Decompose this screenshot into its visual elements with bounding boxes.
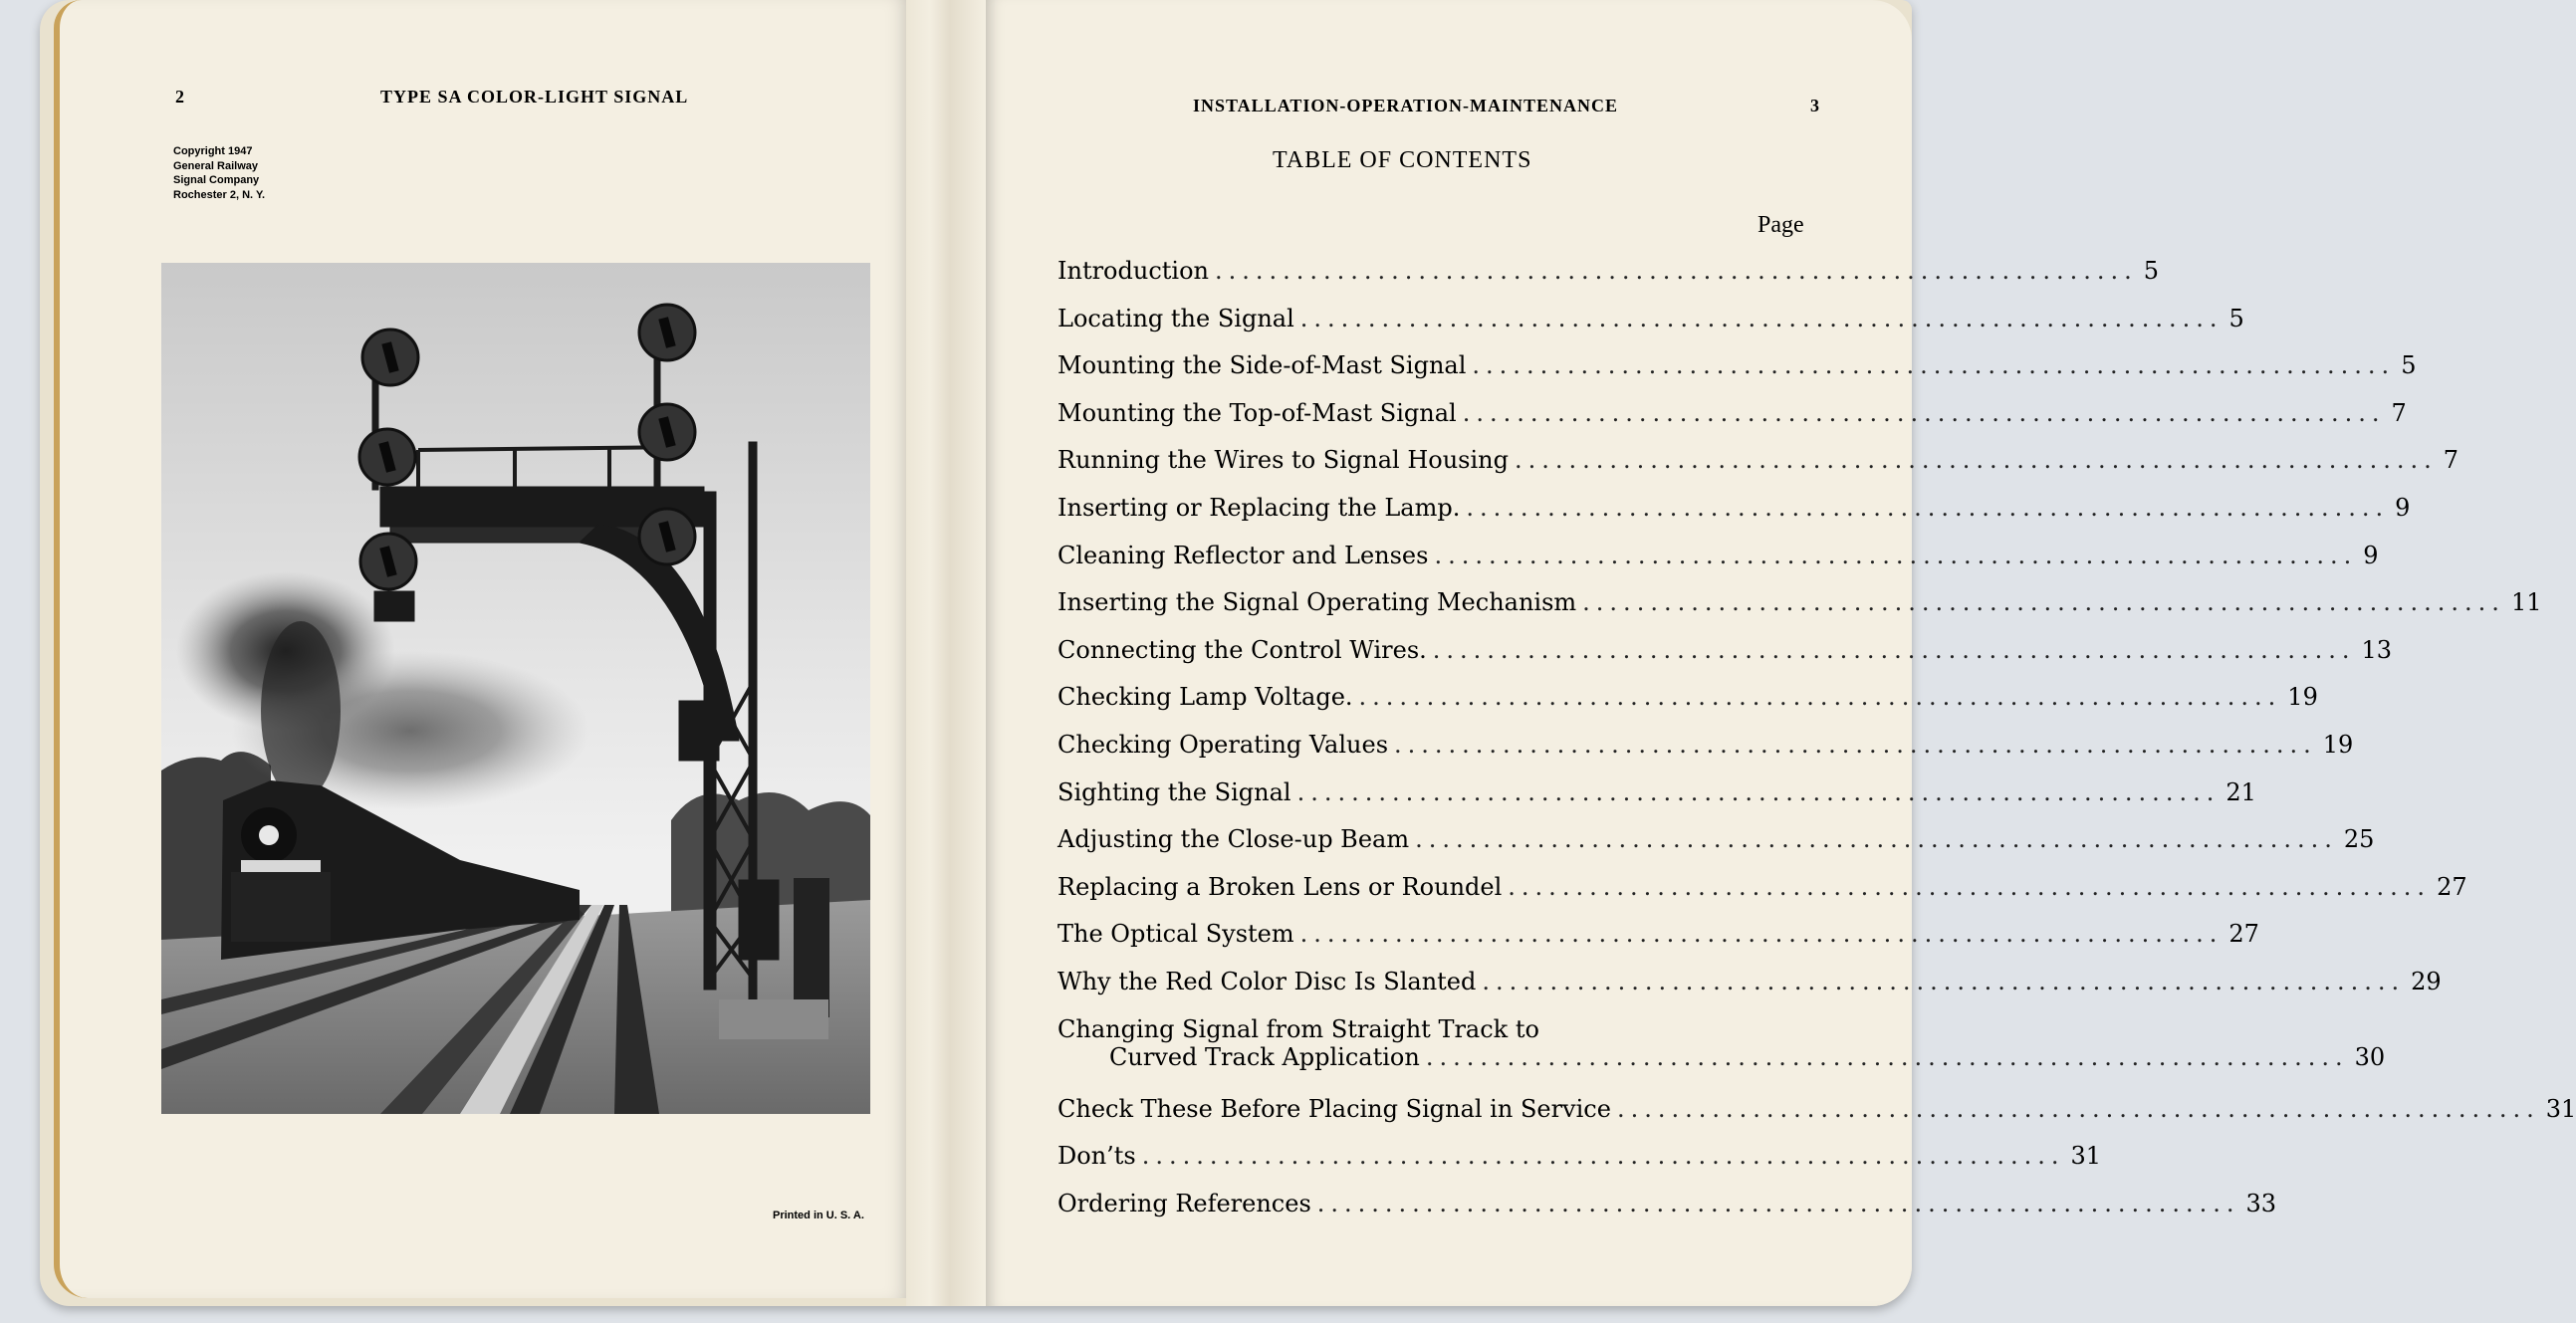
toc-leader-dots: .................................................................... [1582, 588, 2505, 617]
toc-entry-title: Sighting the Signal [1057, 777, 1291, 806]
toc-entry [1057, 493, 2411, 542]
toc-entry-page: 9 [2395, 493, 2411, 522]
toc-entry [1057, 351, 2417, 399]
copyright-line: Copyright 1947 [173, 145, 253, 157]
toc-entry [1057, 398, 2407, 447]
toc-entry-page: 11 [2510, 588, 2542, 617]
toc-entry [1057, 683, 2318, 731]
toc-entry [1057, 872, 2467, 921]
toc-leader-dots: .................................................................... [1141, 1142, 2065, 1171]
toc-entry-page: 5 [2143, 257, 2160, 285]
toc-entry-title: Mounting the Top-of-Mast Signal [1057, 398, 1457, 427]
toc-page-column-label: Page [1757, 212, 1804, 238]
toc-entry-page: 19 [2287, 683, 2318, 712]
copyright-line: General Railway [173, 159, 258, 172]
toc-entry [1057, 304, 2244, 352]
toc-entry-title: Why the Red Color Disc Is Slanted [1057, 967, 1477, 995]
toc-entry-page: 9 [2363, 541, 2379, 569]
toc-entry-page: 33 [2245, 1189, 2277, 1217]
toc-entry-page: 7 [2443, 446, 2459, 475]
toc-entry-title: Checking Lamp Voltage. [1057, 683, 1353, 712]
toc-leader-dots: .................................................................... [1616, 1094, 2540, 1123]
toc-leader-dots: .................................................................... [1215, 257, 2138, 285]
toc-entry-title: Introduction [1057, 257, 1209, 285]
toc-leader-dots: .................................................................... [1462, 398, 2386, 427]
toc-entry-title: Don’ts [1057, 1142, 1136, 1171]
toc-entry-page: 5 [2228, 304, 2244, 332]
toc-entry-title: Connecting the Control Wires. [1057, 635, 1427, 664]
book-gutter [906, 0, 986, 1306]
toc-entry [1057, 825, 2375, 873]
table-of-contents [1057, 257, 2576, 1236]
toc-entry-title: Running the Wires to Signal Housing [1057, 446, 1509, 475]
printed-in-usa: Printed in U. S. A. [773, 1210, 864, 1221]
toc-entry [1057, 730, 2354, 778]
toc-entry-title: Mounting the Side-of-Mast Signal [1057, 351, 1467, 380]
toc-entry-title: Inserting or Replacing the Lamp. [1057, 493, 1461, 522]
toc-entry [1057, 257, 2160, 305]
toc-entry-title-continued: Curved Track Application [1109, 1042, 1420, 1071]
toc-entry-title: Changing Signal from Straight Track to [1057, 1014, 1539, 1043]
copyright-line: Signal Company [173, 174, 260, 186]
toc-entry-page: 13 [2361, 635, 2393, 664]
toc-leader-dots: .................................................................... [1394, 730, 2317, 759]
toc-entry-page: 30 [2354, 1042, 2386, 1071]
toc-entry-page: 21 [2225, 777, 2256, 806]
toc-entry-title: Cleaning Reflector and Lenses [1057, 541, 1429, 569]
toc-entry [1057, 967, 2442, 1015]
toc-leader-dots: .................................................................... [1358, 683, 2282, 712]
toc-entry-two-line [1057, 1014, 2386, 1095]
toc-entry-page: 19 [2322, 730, 2354, 759]
toc-entry-title: Locating the Signal [1057, 304, 1294, 332]
toc-entry-page: 7 [2391, 398, 2407, 427]
toc-entry-page: 31 [2545, 1094, 2576, 1123]
toc-entry [1057, 1094, 2576, 1143]
toc-entry-page: 27 [2437, 872, 2467, 901]
toc-entry-title: Ordering References [1057, 1189, 1311, 1217]
toc-entry [1057, 920, 2259, 968]
left-running-head: TYPE SA COLOR-LIGHT SIGNAL [380, 87, 689, 107]
toc-leader-dots: .................................................................... [1482, 967, 2406, 995]
toc-entry [1057, 635, 2393, 684]
toc-entry-title: Inserting the Signal Operating Mechanism [1057, 588, 1577, 617]
toc-entry-page: 29 [2411, 967, 2442, 995]
toc-entry [1057, 446, 2459, 494]
toc-entry [1057, 1189, 2277, 1237]
right-running-head: INSTALLATION-OPERATION-MAINTENANCE [1193, 96, 1619, 115]
signal-bridge-photo [161, 263, 870, 1114]
toc-entry-title: Adjusting the Close-up Beam [1057, 825, 1410, 854]
toc-entry-page: 25 [2343, 825, 2375, 854]
toc-entry [1057, 1142, 2102, 1190]
toc-entry-page: 5 [2401, 351, 2417, 380]
copyright-notice [173, 144, 265, 202]
copyright-line: Rochester 2, N. Y. [173, 188, 266, 201]
toc-leader-dots: .................................................................... [1316, 1189, 2240, 1217]
toc-leader-dots: .................................................................... [1514, 446, 2438, 475]
toc-entry-title: Replacing a Broken Lens or Roundel [1057, 872, 1503, 901]
toc-entry [1057, 777, 2256, 826]
toc-leader-dots: .................................................................... [1434, 541, 2358, 569]
toc-entry [1057, 588, 2542, 636]
toc-entry [1057, 541, 2379, 589]
toc-leader-dots: .................................................................... [1472, 351, 2396, 380]
toc-leader-dots: .................................................................... [1508, 872, 2432, 901]
toc-leader-dots: .................................................................... [1415, 825, 2338, 854]
left-page-number: 2 [175, 87, 185, 107]
toc-leader-dots: .................................................................... [1299, 920, 2224, 949]
toc-entry-title: The Optical System [1057, 920, 1294, 949]
toc-entry-page: 27 [2228, 920, 2259, 949]
toc-entry-page: 31 [2070, 1142, 2102, 1171]
toc-title: TABLE OF CONTENTS [1273, 147, 1532, 173]
toc-entry-title: Check These Before Placing Signal in Service [1057, 1094, 1611, 1123]
toc-leader-dots: .................................................................... [1299, 304, 2224, 332]
toc-entry-title: Checking Operating Values [1057, 730, 1389, 759]
toc-leader-dots: .................................................................... [1466, 493, 2390, 522]
right-page-number: 3 [1810, 96, 1820, 115]
toc-leader-dots: .................................................................... [1296, 777, 2221, 806]
toc-leader-dots: .................................................................... [1432, 635, 2356, 664]
toc-leader-dots: .................................................................... [1425, 1042, 2349, 1071]
